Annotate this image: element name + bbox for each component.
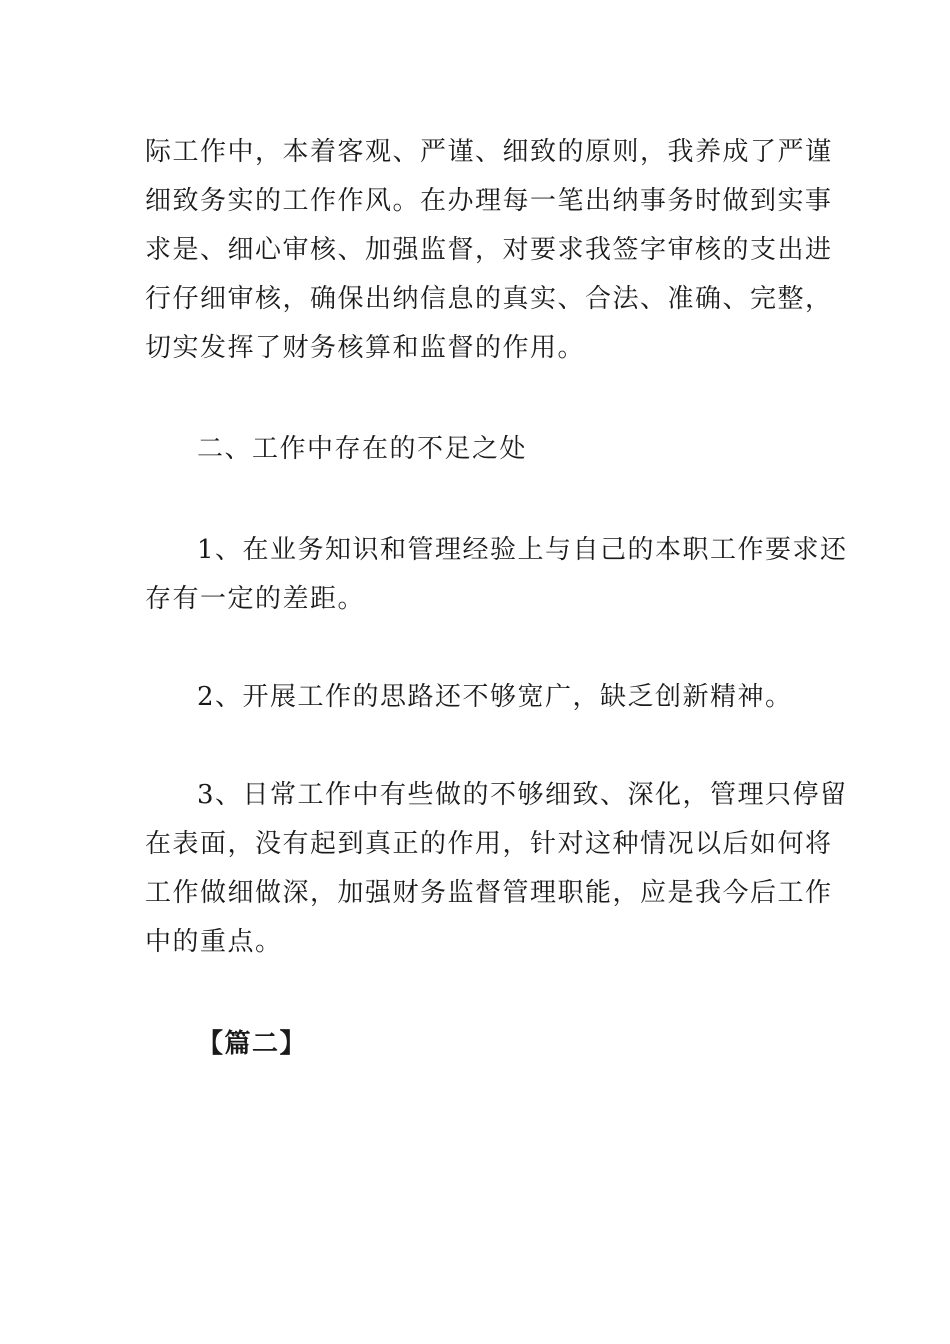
text-line: 行仔细审核，确保出纳信息的真实、合法、准确、完整，: [145, 284, 833, 314]
text-line: 细致务实的工作作风。在办理每一笔出纳事务时做到实事: [145, 186, 833, 216]
text-line: 存有一定的差距。: [145, 584, 366, 614]
text-line: 在表面，没有起到真正的作用，针对这种情况以后如何将: [145, 829, 833, 859]
text-line: 3、日常工作中有些做的不够细致、深化，管理只停留: [197, 780, 848, 810]
text-line: 际工作中，本着客观、严谨、细致的原则，我养成了严谨: [145, 137, 833, 167]
text-line: 1、在业务知识和管理经验上与自己的本职工作要求还: [197, 535, 848, 565]
heading-text: 二、工作中存在的不足之处: [197, 434, 528, 464]
list-item-2: [145, 673, 815, 722]
text-line: 切实发挥了财务核算和监督的作用。: [145, 333, 586, 363]
chapter-marker: [145, 1020, 815, 1069]
list-item-3: [145, 771, 848, 967]
chapter-marker-text: 【篇二】: [197, 1029, 308, 1059]
text-line: 求是、细心审核、加强监督，对要求我签字审核的支出进: [145, 235, 833, 265]
text-line: 工作做细做深，加强财务监督管理职能，应是我今后工作: [145, 878, 833, 908]
text-line: 2、开展工作的思路还不够宽广，缺乏创新精神。: [197, 682, 793, 712]
section-heading-shortcomings: [145, 425, 815, 474]
paragraph-work-style: [145, 128, 833, 373]
text-line: 中的重点。: [145, 927, 283, 957]
list-item-1: [145, 526, 848, 624]
